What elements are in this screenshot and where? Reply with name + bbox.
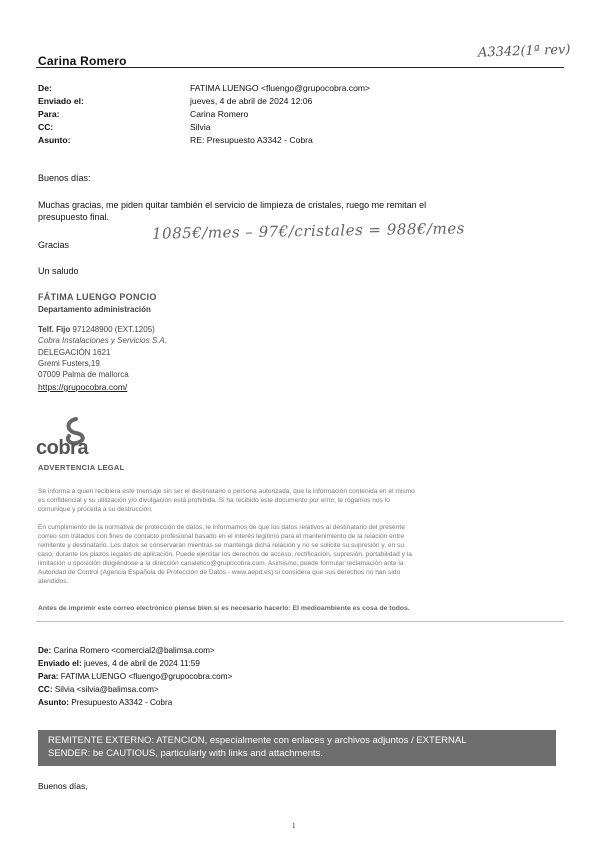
sender-name: Carina Romero	[38, 54, 127, 68]
legal-line: Se informa a quien recibiera este mensaje sin ser el destinatario o persona autorizada, que la información contenida en el mismo	[38, 488, 415, 495]
forwarded-greeting: Buenos días,	[38, 781, 88, 791]
banner-line2: SENDER: be CAUTIOUS, particularly with links and attachments.	[48, 748, 324, 759]
external-sender-banner	[38, 730, 556, 766]
signature-company: Cobra Instalaciones y Servicios S.A.	[38, 336, 167, 345]
closing: Un saludo	[38, 266, 79, 276]
header-value-sent: jueves, 4 de abril de 2024 12:06	[190, 96, 313, 106]
legal-line: caso, durante los plazos legales de aplicación. Puede ejercitar los derechos de acceso, rectificación, supresión, portabilidad y la	[38, 551, 412, 558]
greeting: Buenos días:	[38, 173, 91, 183]
handwritten-reference: A3342(1ª rev)	[477, 42, 571, 61]
page-number: 1	[292, 822, 296, 830]
forwarded-cc: CC: Silvia <silvia@balimsa.com>	[38, 685, 159, 694]
legal-line: es confidencial y su utilización y/o divulgación está prohibida. Si ha recibido este documento por error, le rogamos nos lo	[38, 497, 390, 504]
phone-label: Telf. Fijo	[38, 325, 71, 334]
legal-line: limitación u oposición dirigiéndose a la dirección canaletico@grupocobra.com. Asimismo, puede formular reclamación ante la	[38, 560, 404, 567]
section-divider	[36, 621, 564, 622]
signature-street: Gremi Fusters,19	[38, 359, 100, 368]
print-notice: Antes de imprimir este correo electrónico piense bien si es necesario hacerlo: El medioambiente es cosa de todos.	[38, 605, 410, 612]
banner-line1: REMITENTE EXTERNO: ATENCION, especialmente con enlaces y archivos adjuntos / EXTERNAL	[48, 735, 467, 746]
cobra-logo-text: cobra	[36, 437, 88, 459]
body-paragraph-line2: presupuesto final.	[38, 212, 110, 222]
legal-line: correo son tratados con fines de contacto profesional basado en el interés legítimo para el mantenimiento de la relación entre	[38, 533, 405, 540]
handwritten-calculation: 1085€/mes – 97€/cristales = 988€/mes	[151, 219, 465, 243]
header-label-sent: Enviado el:	[38, 96, 84, 106]
header-label-from: De:	[38, 83, 52, 93]
header-value-from: FATIMA LUENGO <fluengo@grupocobra.com>	[190, 83, 371, 93]
header-divider	[36, 67, 564, 68]
forwarded-from: De: Carina Romero <comercial2@balimsa.com>	[38, 646, 215, 655]
legal-line: remitente y destinatario. Los datos se conservarán mientras se mantenga dicha relación y no se solicite su supresión y, en su	[38, 542, 405, 549]
legal-line: atendidos.	[38, 578, 69, 585]
signature-delegation: DELEGACIÓN 1621	[38, 348, 111, 357]
header-value-cc: Silvia	[190, 122, 211, 132]
header-label-subject: Asunto:	[38, 135, 71, 145]
header-value-to: Carina Romero	[190, 109, 249, 119]
thanks: Gracias	[38, 240, 70, 250]
header-label-to: Para:	[38, 109, 60, 119]
legal-line: Autoridad de Control (Agencia Española de Protección de Datos - www.aepd.es) si considera que sus derechos no han sido	[38, 569, 401, 576]
header-label-cc: CC:	[38, 122, 54, 132]
signature-city: 07009 Palma de mallorca	[38, 370, 129, 379]
forwarded-subject: Asunto: Presupuesto A3342 - Cobra	[38, 698, 173, 707]
signature-department: Departamento administración	[38, 305, 151, 314]
legal-title: ADVERTENCIA LEGAL	[38, 463, 125, 472]
signature-name: FÁTIMA LUENGO PONCIO	[38, 292, 157, 302]
legal-line: comunique y proceda a su destrucción.	[38, 506, 153, 513]
forwarded-to: Para: FATIMA LUENGO <fluengo@grupocobra.com>	[38, 672, 233, 681]
signature-phone-row	[38, 325, 155, 334]
phone-number: 971248900 (EXT.1205)	[72, 325, 155, 334]
forwarded-sent: Enviado el: jueves, 4 de abril de 2024 11:59	[38, 659, 200, 668]
website-link[interactable]: https://grupocobra.com/	[38, 382, 128, 392]
header-value-subject: RE: Presupuesto A3342 - Cobra	[190, 135, 313, 145]
body-paragraph-line1: Muchas gracias, me piden quitar también el servicio de limpieza de cristales, ruego me remitan el	[38, 200, 427, 210]
legal-line: En cumplimiento de la normativa de protección de datos, le informamos de que los datos relativos al destinatario del presente	[38, 524, 405, 531]
